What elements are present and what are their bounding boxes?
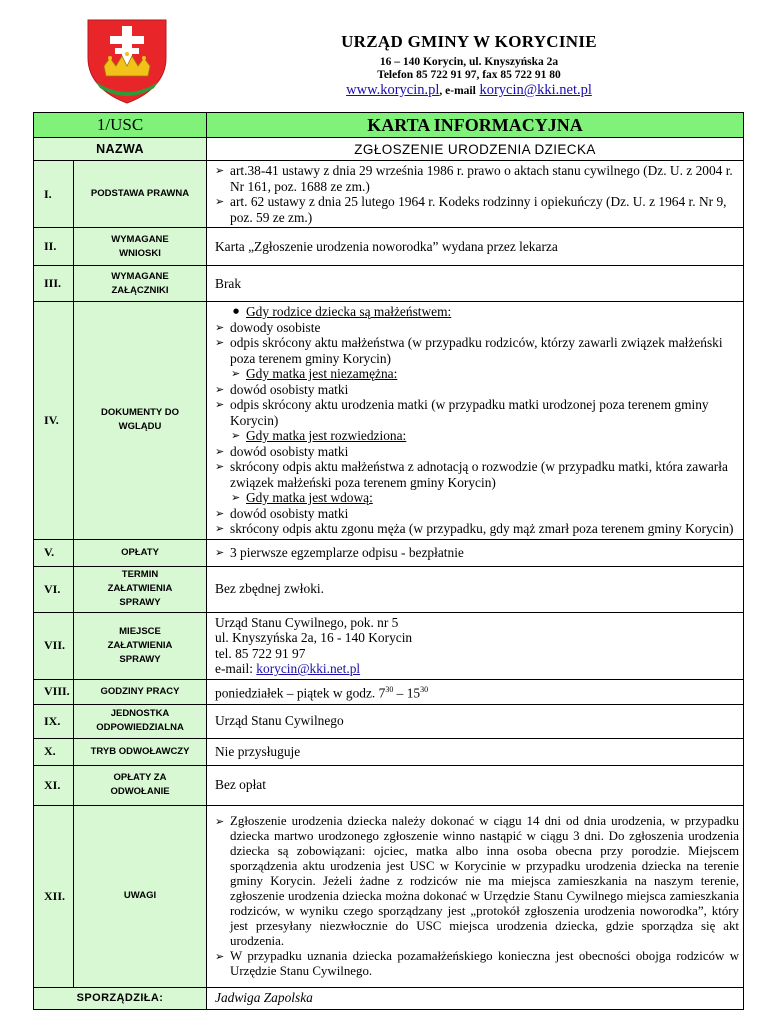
- list-item: ➢ dowód osobisty matki: [215, 506, 739, 522]
- list-item: ➢ art.38-41 ustawy z dnia 29 września 1986 r. prawo o aktach stanu cywilnego (Dz. U. z 2004 r. Nr 161, poz. 1688 ze zm.): [215, 163, 739, 194]
- hours-text: poniedziałek – piątek w godz. 7: [215, 685, 386, 701]
- row-remarks: [34, 805, 744, 987]
- row-label-line: WYMAGANE: [111, 233, 169, 245]
- row-documents: [34, 302, 744, 540]
- list-item: ➢ W przypadku uznania dziecka pozamałżeńskiego konieczna jest obecności obojga rodziców w Urzędzie Stanu Cywilnego.: [215, 949, 739, 979]
- info-card-table: [33, 112, 744, 1010]
- name-value: ZGŁOSZENIE URODZENIA DZIECKA: [207, 138, 744, 161]
- list-heading: ➢ Gdy matka jest niezamężna:: [215, 366, 739, 382]
- office-header: [170, 32, 768, 99]
- list-heading: ➢ Gdy matka jest rozwiedziona:: [215, 428, 739, 444]
- row-label-line: ZAŁATWIENIA: [107, 639, 173, 651]
- row-label-line: SPRAWY: [119, 653, 161, 665]
- row-label-line: WGLĄDU: [118, 421, 162, 433]
- row-prepared-by: [34, 987, 744, 1009]
- row-value: Nie przysługuje: [207, 738, 744, 765]
- row-number: XII.: [34, 805, 74, 987]
- email-link[interactable]: korycin@kki.net.pl: [479, 82, 592, 98]
- row-value: Bez zbędnej zwłoki.: [207, 566, 744, 612]
- list-item: ➢ dowód osobisty matki: [215, 382, 739, 398]
- row-legal-basis: [34, 161, 744, 228]
- list-heading: ➢ Gdy matka jest wdową:: [215, 490, 739, 506]
- prepared-by-value: Jadwiga Zapolska: [207, 987, 744, 1009]
- row-number: X.: [34, 738, 74, 765]
- row-label: PODSTAWA PRAWNA: [74, 161, 207, 228]
- row-label-line: WNIOSKI: [119, 247, 161, 259]
- row-value: [207, 679, 744, 704]
- card-heading: KARTA INFORMACYJNA: [207, 113, 744, 138]
- list-item: ➢ dowody osobiste: [215, 320, 739, 336]
- row-appeal-fees: [34, 765, 744, 805]
- prepared-by-label: SPORZĄDZIŁA:: [34, 987, 207, 1009]
- website-link[interactable]: www.korycin.pl: [346, 82, 440, 98]
- place-email: [215, 661, 739, 677]
- usc-email-link[interactable]: korycin@kki.net.pl: [256, 661, 361, 676]
- list-item: ➢ 3 pierwsze egzemplarze odpisu - bezpłatnie: [215, 545, 739, 561]
- list-item: ➢ dowód osobisty matki: [215, 444, 739, 460]
- row-value: [207, 161, 744, 228]
- row-appeal: [34, 738, 744, 765]
- row-hours: [34, 679, 744, 704]
- office-title: URZĄD GMINY W KORYCINIE: [341, 32, 597, 51]
- row-label-line: ZAŁĄCZNIKI: [111, 284, 169, 296]
- row-label: [74, 765, 207, 805]
- row-label-line: JEDNOSTKA: [110, 708, 170, 719]
- row-label: [74, 612, 207, 679]
- row-label-line: MIEJSCE: [119, 625, 161, 637]
- row-label-line: TERMIN: [121, 569, 159, 580]
- row-deadline: [34, 566, 744, 612]
- coat-of-arms-logo: [84, 18, 170, 104]
- list-item: ➢ odpis skrócony aktu urodzenia matki (w przypadku matki urodzonej poza terenem gminy Korycin): [215, 397, 739, 428]
- row-label: TRYB ODWOŁAWCZY: [74, 738, 207, 765]
- row-value: [207, 539, 744, 566]
- row-number: VIII.: [34, 679, 74, 704]
- row-label-line: ZAŁATWIENIA: [107, 583, 173, 594]
- row-label-line: ODPOWIEDZIALNA: [96, 722, 184, 733]
- email-label: e-mail:: [215, 661, 257, 676]
- name-row: [34, 138, 744, 161]
- row-place: [34, 612, 744, 679]
- row-value: Bez opłat: [207, 765, 744, 805]
- row-label: [74, 566, 207, 612]
- hours-text: – 15: [393, 685, 421, 701]
- row-value: [207, 612, 744, 679]
- row-label: [74, 266, 207, 302]
- row-label-line: ODWOŁANIE: [110, 786, 170, 797]
- list-item: ➢ odpis skrócony aktu małżeństwa (w przypadku rodziców, którzy zawarli związek małżeński poza terenem gminy Korycin): [215, 335, 739, 366]
- row-label: OPŁATY: [74, 539, 207, 566]
- place-line: ul. Knyszyńska 2a, 16 - 140 Korycin: [215, 630, 413, 645]
- row-value: [207, 302, 744, 540]
- row-attachments: [34, 266, 744, 302]
- card-code: 1/USC: [34, 113, 207, 138]
- row-label: GODZINY PRACY: [74, 679, 207, 704]
- hours-minutes: 30: [385, 685, 394, 695]
- row-label-line: DOKUMENTY DO: [101, 407, 179, 419]
- hours-minutes: 30: [420, 685, 429, 695]
- place-line: tel. 85 722 91 97: [215, 645, 306, 661]
- row-label-line: OPŁATY ZA: [113, 772, 167, 783]
- row-label: [74, 302, 207, 540]
- list-item: ➢ skrócony odpis aktu małżeństwa z adnotacją o rozwodzie (w przypadku matki, która zawarła związek małżeński poza terenem gminy Korycin): [215, 459, 739, 490]
- card-title-row: [34, 113, 744, 138]
- row-required-forms: [34, 228, 744, 266]
- row-label-line: WYMAGANE: [111, 270, 169, 282]
- list-item: ➢ skrócony odpis aktu zgonu męża (w przypadku, gdy mąż zmarł poza terenem gminy Korycin): [215, 521, 739, 537]
- row-value: Karta „Zgłoszenie urodzenia noworodka” wydana przez lekarza: [207, 228, 744, 266]
- row-number: IX.: [34, 704, 74, 738]
- list-item: ➢ Zgłoszenie urodzenia dziecka należy dokonać w ciągu 14 dni od dnia urodzenia, w przypadku dziecka martwo urodzonego zgłoszenie winno nastąpić w ciągu 3 dni. Do zgłoszenia urodzenia dziecka są zobowiązani: ojciec, matka albo inna osoba obecna przy porodzie. Miejscem sporządzenia aktu urodzenia jest USC w Korycinie w przypadku urodzenia dziecka na terenie gminy Korycin. Jeżeli żadne z rodziców nie ma miejsca zamieszkania na naszym terenie, zgłoszenie urodzenia dziecka można dokonać w Urzędzie Stanu Cywilnego miejsca zamieszkania rodziców, w wyniku czego sporządzany jest „protokół zgłoszenia urodzenia noworodka”, który jest przesyłany niezwłocznie do USC miejsca urodzenia dziecka, gdzie sporządza się akt urodzenia.: [215, 814, 739, 949]
- row-label: UWAGI: [74, 805, 207, 987]
- row-label: [74, 704, 207, 738]
- row-number: VI.: [34, 566, 74, 612]
- name-label: NAZWA: [34, 138, 207, 161]
- list-heading: ● Gdy rodzice dziecka są małżeństwem:: [215, 304, 739, 320]
- row-value: [207, 805, 744, 987]
- row-number: II.: [34, 228, 74, 266]
- row-unit: [34, 704, 744, 738]
- row-number: IV.: [34, 302, 74, 540]
- row-value: Brak: [207, 266, 744, 302]
- row-number: VII.: [34, 612, 74, 679]
- row-number: V.: [34, 539, 74, 566]
- office-contacts: [170, 82, 768, 99]
- place-line: Urząd Stanu Cywilnego, pok. nr 5: [215, 614, 399, 630]
- office-address: 16 – 140 Korycin, ul. Knyszyńska 2a: [379, 56, 559, 68]
- row-number: III.: [34, 266, 74, 302]
- row-number: I.: [34, 161, 74, 228]
- row-label-line: SPRAWY: [119, 597, 161, 608]
- row-value: Urząd Stanu Cywilnego: [207, 704, 744, 738]
- row-fees: [34, 539, 744, 566]
- office-phone: Telefon 85 722 91 97, fax 85 722 91 80: [377, 69, 561, 81]
- row-label: [74, 228, 207, 266]
- list-item: ➢ art. 62 ustawy z dnia 25 lutego 1964 r. Kodeks rodzinny i opiekuńczy (Dz. U. z 1964 r. Nr 9, poz. 59 ze zm.): [215, 194, 739, 225]
- email-prefix: , e-mail: [439, 85, 476, 97]
- row-number: XI.: [34, 765, 74, 805]
